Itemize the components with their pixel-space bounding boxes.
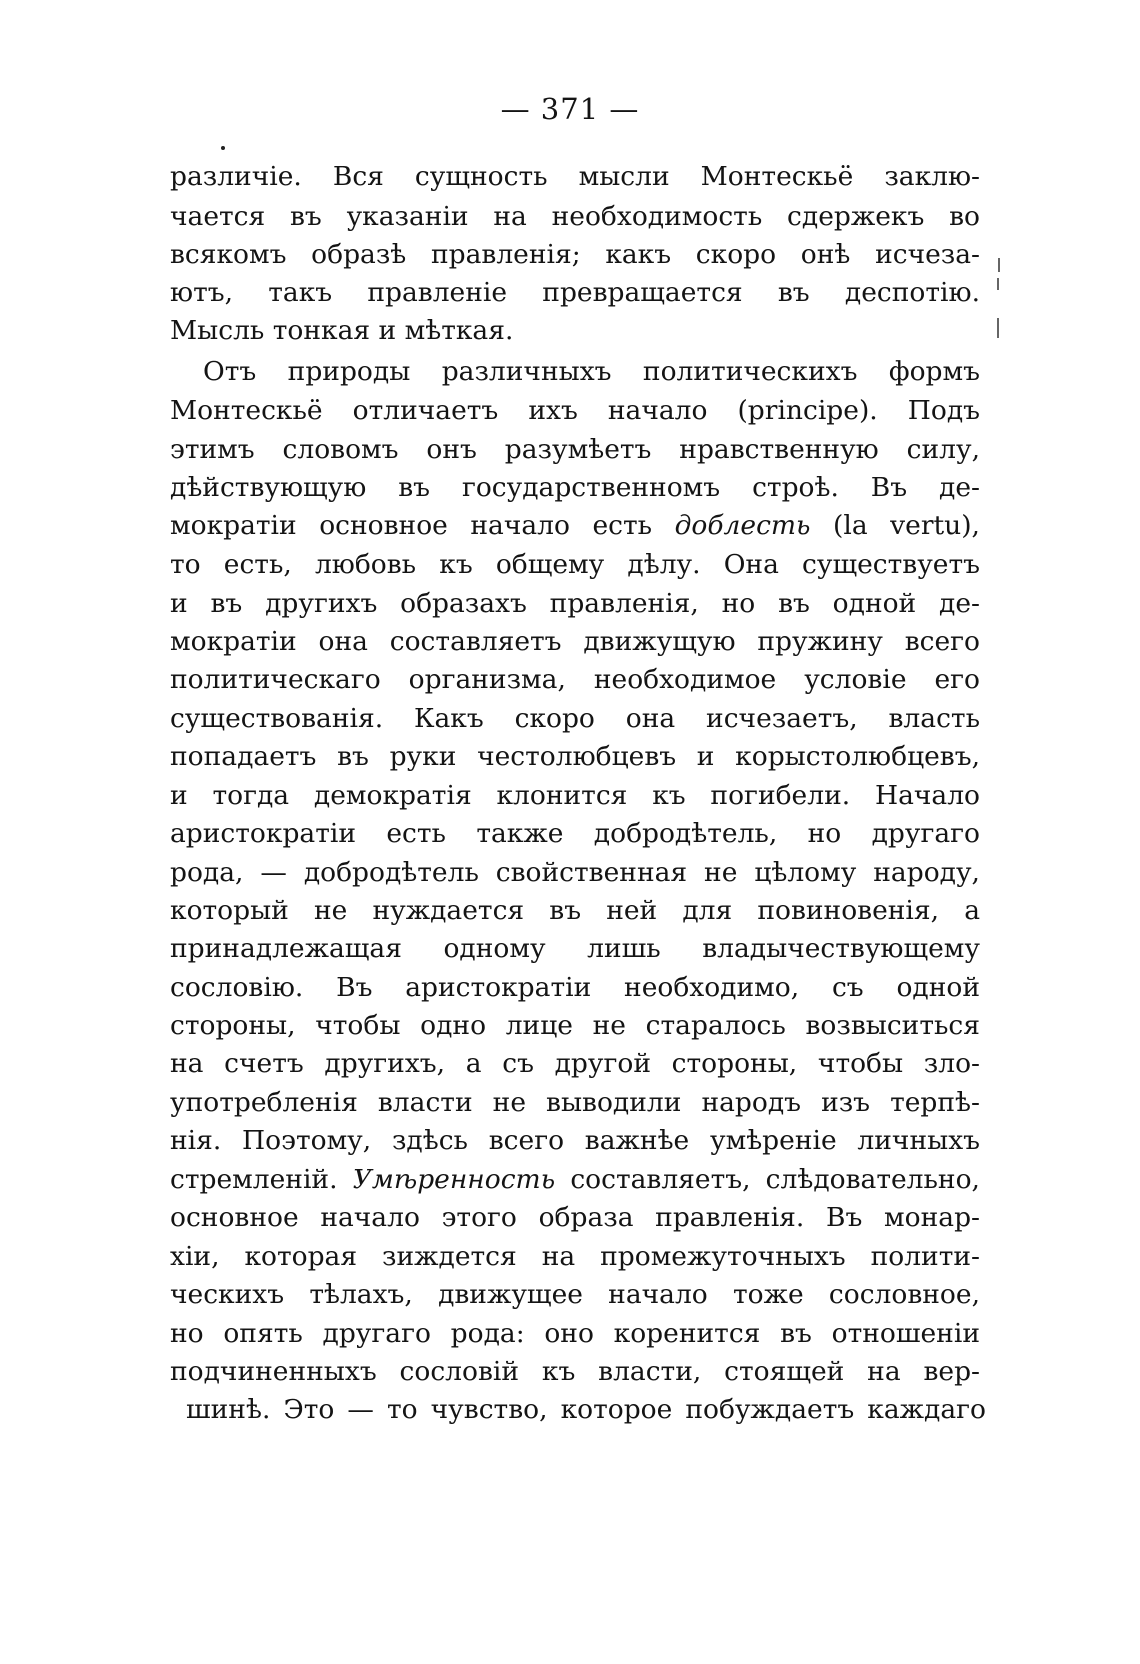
text-line: то есть, любовь къ общему дѣлу. Она существуетъ [170, 549, 980, 580]
text-line: и тогда демократія клонится къ погибели. Начало [170, 780, 980, 811]
text-line [170, 506, 980, 546]
italic-term: Умѣренность [352, 1164, 556, 1195]
text-line: Мысль тонкая и мѣткая. [170, 315, 514, 346]
text-line: принадлежащая одному лишь владычествующему [170, 933, 980, 964]
text-line: рода, — добродѣтель свойственная не цѣлому народу, [170, 857, 980, 888]
text-line: Отъ природы различныхъ политическихъ формъ [203, 356, 980, 387]
text-line: но опять другаго рода: оно коренится въ отношеніи [170, 1318, 980, 1349]
text-line: дѣйствующую въ государственномъ строѣ. Въ де- [170, 472, 980, 503]
text-line: основное начало этого образа правленія. Въ монар- [170, 1202, 980, 1233]
text-line: мократіи она составляетъ движущую пружину всего [170, 626, 980, 657]
page-number: — 371 — [500, 92, 640, 126]
text-line: и въ другихъ образахъ правленія, но въ одной де- [170, 588, 980, 619]
text-line: ютъ, такъ правленіе превращается въ деспотію. [170, 277, 980, 308]
text-line: существованія. Какъ скоро она исчезаетъ, власть [170, 703, 980, 734]
text-line: политическаго организма, необходимое условіе его [170, 664, 980, 695]
dot-mark [221, 146, 225, 150]
text-line: чается въ указаніи на необходимость сдержекъ во [170, 201, 980, 232]
text-line: попадаетъ въ руки честолюбцевъ и корыстолюбцевъ, [170, 741, 980, 772]
text-line: употребленія власти не выводили народъ изъ терпѣ- [170, 1087, 980, 1118]
italic-term: доблесть [674, 510, 811, 541]
text-line: который не нуждается въ ней для повиновенія, а [170, 895, 980, 926]
text-line: ческихъ тѣлахъ, движущее начало тоже сословное, [170, 1279, 980, 1310]
text-line: сословію. Въ аристократіи необходимо, съ одной [170, 972, 980, 1003]
text-line [170, 1160, 980, 1200]
text-line: нія. Поэтому, здѣсь всего важнѣе умѣреніе личныхъ [170, 1125, 980, 1156]
text-line: стороны, чтобы одно лице не старалось возвыситься [170, 1010, 980, 1041]
text-line: этимъ словомъ онъ разумѣетъ нравственную силу, [170, 434, 980, 465]
text-line: подчиненныхъ сословій къ власти, стоящей на вер- [170, 1356, 980, 1387]
text-line: аристократіи есть также добродѣтель, но другаго [170, 818, 980, 849]
text-line: Монтескьё отличаетъ ихъ начало (principe). Подъ [170, 395, 980, 426]
text-line: на счетъ другихъ, а съ другой стороны, чтобы зло- [170, 1048, 980, 1079]
text-segment: (la vertu), [833, 510, 980, 541]
text-line: всякомъ образѣ правленія; какъ скоро онѣ исчеза- [170, 239, 980, 270]
text-line: хіи, которая зиждется на промежуточныхъ полити- [170, 1241, 980, 1272]
text-segment: стремленій. [170, 1164, 338, 1195]
text-line: шинѣ. Это — то чувство, которое побуждаетъ каждаго [186, 1394, 986, 1425]
margin-mark-icon [994, 258, 1004, 338]
text-segment: составляетъ, слѣдовательно, [570, 1164, 980, 1195]
text-segment: мократіи основное начало есть [170, 510, 653, 541]
text-line: различіе. Вся сущность мысли Монтескьё заклю- [170, 161, 980, 192]
